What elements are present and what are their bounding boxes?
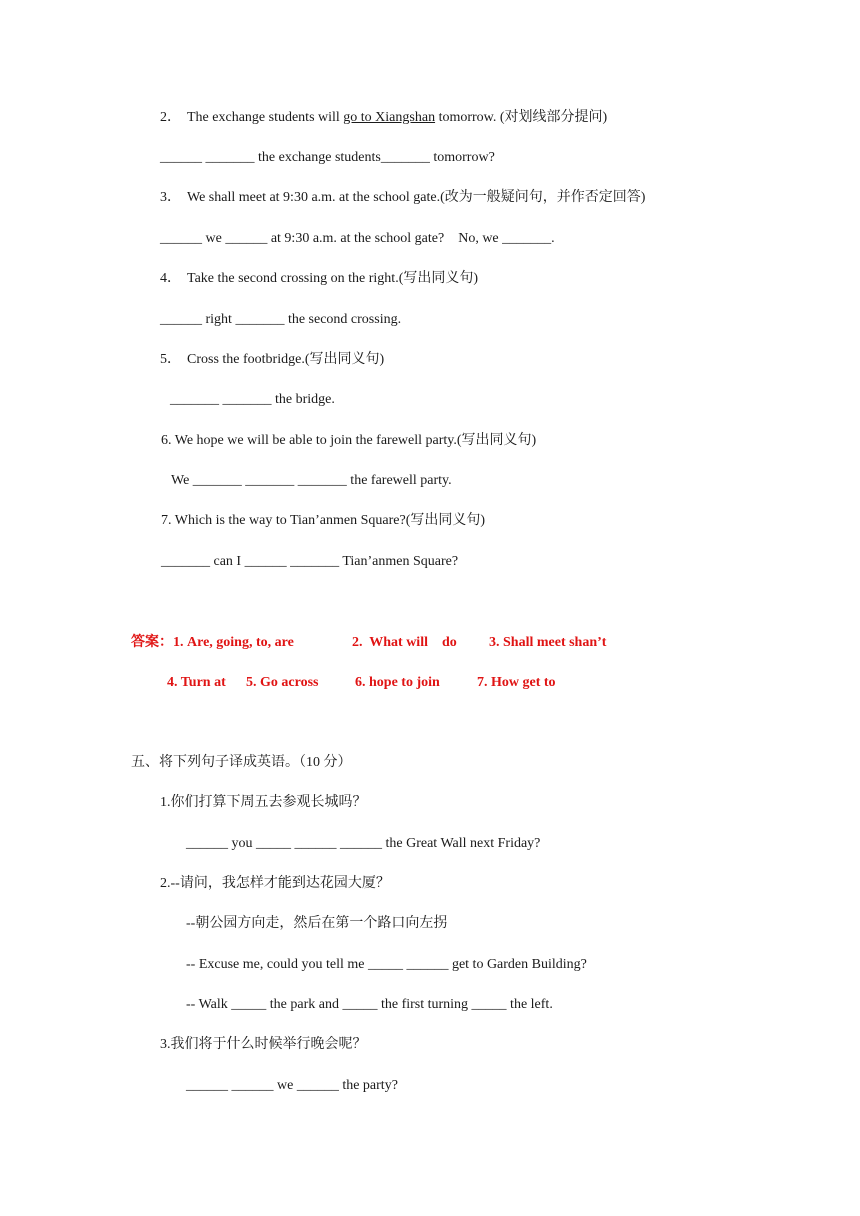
- translation-3-answer: ______ ______ we ______ the party?: [186, 1078, 398, 1093]
- answer-1: 1. Are, going, to, are: [173, 635, 294, 650]
- answer-key-row-1: [131, 633, 294, 653]
- question-4: [160, 269, 478, 289]
- question-text-end: tomorrow. (对划线部分提问): [435, 110, 608, 125]
- answer-label: 答案：: [131, 635, 173, 650]
- answer-3: 3. Shall meet shan’t: [489, 635, 607, 650]
- answer-line-7: _______ can I ______ _______ Tian’anmen Square?: [161, 554, 459, 569]
- answer-line-6: We _______ _______ _______ the farewell party.: [171, 473, 452, 488]
- question-number: 3．: [160, 190, 181, 205]
- underlined-phrase: go to Xiangshan: [343, 110, 436, 125]
- answer-2: 2. What will do: [352, 635, 457, 650]
- translation-1-answer: ______ you _____ ______ ______ the Great Wall next Friday?: [186, 836, 541, 851]
- answer-5: 5. Go across: [246, 675, 319, 690]
- question-number: 5．: [160, 352, 181, 367]
- answer-7: 7. How get to: [477, 675, 556, 690]
- question-5: [160, 350, 384, 370]
- question-text: The exchange students will: [187, 110, 344, 125]
- question-text: We shall meet at 9:30 a.m. at the school gate.(改为一般疑问句，并作否定回答): [187, 190, 646, 205]
- question-text: Cross the footbridge.(写出同义句): [187, 352, 385, 367]
- section-heading: 五、将下列句子译成英语。（10 分）: [131, 755, 352, 770]
- question-7: 7. Which is the way to Tian’anmen Square?(写出同义句): [161, 513, 486, 528]
- question-6: 6. We hope we will be able to join the farewell party.(写出同义句): [161, 433, 537, 448]
- answer-line-3: ______ we ______ at 9:30 a.m. at the school gate? No, we _______.: [160, 231, 555, 246]
- question-text: Take the second crossing on the right.(写出同义句): [187, 271, 479, 286]
- answer-4: 4. Turn at: [167, 675, 226, 690]
- translation-2-answer-1: -- Excuse me, could you tell me _____ ______ get to Garden Building?: [186, 957, 587, 972]
- question-number: 4．: [160, 271, 181, 286]
- answer-line-5: _______ _______ the bridge.: [170, 392, 335, 407]
- translation-2-answer-2: -- Walk _____ the park and _____ the first turning _____ the left.: [186, 997, 553, 1012]
- question-2: [160, 108, 607, 128]
- translation-3-prompt: 3.我们将于什么时候举行晚会呢？: [160, 1037, 367, 1052]
- answer-6: 6. hope to join: [355, 675, 440, 690]
- question-3: [160, 188, 645, 208]
- translation-2-prompt: 2.--请问，我怎样才能到达花园大厦？: [160, 876, 390, 891]
- answer-line-4: ______ right _______ the second crossing.: [160, 312, 402, 327]
- translation-2-prompt-reply: --朝公园方向走，然后在第一个路口向左拐: [186, 916, 448, 931]
- translation-1-prompt: 1.你们打算下周五去参观长城吗？: [160, 795, 367, 810]
- answer-line-2: ______ _______ the exchange students_______ tomorrow?: [160, 150, 495, 165]
- question-number: 2．: [160, 110, 181, 125]
